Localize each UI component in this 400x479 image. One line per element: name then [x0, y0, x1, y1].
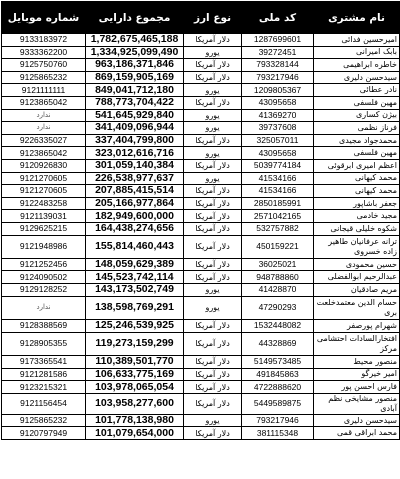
national-code-cell: 41428870 [242, 284, 314, 297]
currency-type-cell: دلار آمریکا [184, 356, 242, 369]
national-code-cell: 39272451 [242, 46, 314, 59]
total-assets-cell: 125,246,539,925 [86, 320, 184, 333]
mobile-number-cell: 9128388569 [2, 320, 86, 333]
total-assets-cell: 103,958,277,600 [86, 393, 184, 414]
customer-name-cell: مریم صادقیان [314, 284, 400, 297]
table-row [2, 368, 400, 381]
table-row [2, 34, 400, 47]
mobile-number-cell: 9123215321 [2, 381, 86, 394]
national-code-cell: 41534166 [242, 185, 314, 198]
customer-name-cell: حسام الدین معتمدخلعت بری [314, 296, 400, 319]
currency-type-cell: یورو [184, 46, 242, 59]
customer-name-cell: شهرام پورصفر [314, 320, 400, 333]
table-row [2, 185, 400, 198]
national-code-cell: 39737608 [242, 122, 314, 135]
mobile-number-cell: 9333362200 [2, 46, 86, 59]
currency-type-cell: دلار آمریکا [184, 185, 242, 198]
currency-type-cell: یورو [184, 414, 242, 427]
total-assets-cell: 106,633,775,169 [86, 368, 184, 381]
mobile-number-cell: 9121111111 [2, 84, 86, 97]
mobile-number-cell: 9173365541 [2, 356, 86, 369]
customer-name-cell: بابک امیرانی [314, 46, 400, 59]
national-code-cell: 4722888620 [242, 381, 314, 394]
national-code-cell: 793217946 [242, 71, 314, 84]
mobile-number-cell: 9121270605 [2, 172, 86, 185]
table-row [2, 393, 400, 414]
table-row [2, 222, 400, 235]
currency-type-cell: دلار آمریکا [184, 393, 242, 414]
customer-name-cell: مهین فلسفی [314, 96, 400, 109]
total-assets-cell: 101,778,138,980 [86, 414, 184, 427]
total-assets-cell: 110,389,501,770 [86, 356, 184, 369]
header-mobile-number: شماره موبایل [2, 2, 86, 34]
total-assets-cell: 541,645,929,840 [86, 109, 184, 122]
customer-name-cell: محمد کیهانی [314, 185, 400, 198]
national-code-cell: 41369270 [242, 109, 314, 122]
total-assets-cell: 145,523,742,114 [86, 271, 184, 284]
mobile-number-cell: 9128905355 [2, 332, 86, 355]
mobile-number-cell: 9124090502 [2, 271, 86, 284]
national-code-cell: 1287699601 [242, 34, 314, 47]
customer-name-cell: جعفر باشاپور [314, 197, 400, 210]
total-assets-cell: 1,782,675,465,188 [86, 34, 184, 47]
customer-name-cell: منصور محیط [314, 356, 400, 369]
national-code-cell: 381115348 [242, 427, 314, 440]
national-code-cell: 43095658 [242, 96, 314, 109]
customer-name-cell: مجید خادمی [314, 210, 400, 223]
table-row [2, 381, 400, 394]
currency-type-cell: دلار آمریکا [184, 210, 242, 223]
table-row [2, 356, 400, 369]
national-code-cell: 2571042165 [242, 210, 314, 223]
currency-type-cell: دلار آمریکا [184, 332, 242, 355]
table-row [2, 235, 400, 258]
customer-name-cell: مهین فلسفی [314, 147, 400, 160]
table-row [2, 46, 400, 59]
currency-type-cell: دلار آمریکا [184, 271, 242, 284]
total-assets-cell: 164,438,274,656 [86, 222, 184, 235]
table-row [2, 258, 400, 271]
national-code-cell: 5149573485 [242, 356, 314, 369]
header-customer-name: نام مشتری [314, 2, 400, 34]
national-code-cell: 1209805367 [242, 84, 314, 97]
currency-type-cell: دلار آمریکا [184, 222, 242, 235]
table-row [2, 134, 400, 147]
total-assets-cell: 1,334,925,099,490 [86, 46, 184, 59]
mobile-number-cell: 9123865042 [2, 147, 86, 160]
table-row [2, 147, 400, 160]
mobile-number-cell: 9125750760 [2, 59, 86, 72]
customer-name-cell: شکوه خلیلی قیجانی [314, 222, 400, 235]
table-row [2, 284, 400, 297]
currency-type-cell: یورو [184, 122, 242, 135]
customer-name-cell: خاطره ابراهیمی [314, 59, 400, 72]
table-row [2, 210, 400, 223]
total-assets-cell: 143,173,502,749 [86, 284, 184, 297]
mobile-number-cell: 9121270605 [2, 185, 86, 198]
currency-type-cell: دلار آمریکا [184, 134, 242, 147]
customer-name-cell: امیر خیرگو [314, 368, 400, 381]
national-code-cell: 948788860 [242, 271, 314, 284]
currency-type-cell: یورو [184, 284, 242, 297]
table-header-row [2, 2, 400, 34]
national-code-cell: 5449589875 [242, 393, 314, 414]
customer-assets-table [1, 1, 400, 440]
table-body [2, 34, 400, 440]
table-row [2, 71, 400, 84]
national-code-cell: 44328869 [242, 332, 314, 355]
table-row [2, 197, 400, 210]
table-row [2, 122, 400, 135]
table-row [2, 296, 400, 319]
national-code-cell: 36025021 [242, 258, 314, 271]
total-assets-cell: 101,079,654,000 [86, 427, 184, 440]
total-assets-cell: 207,885,415,514 [86, 185, 184, 198]
currency-type-cell: یورو [184, 147, 242, 160]
customer-name-cell: سیدحسن دلیری [314, 71, 400, 84]
national-code-cell: 5039774184 [242, 159, 314, 172]
currency-type-cell: دلار آمریکا [184, 368, 242, 381]
currency-type-cell: دلار آمریکا [184, 159, 242, 172]
national-code-cell: 43095658 [242, 147, 314, 160]
customer-assets-table-container [1, 1, 399, 440]
mobile-number-cell: 9120797949 [2, 427, 86, 440]
table-row [2, 84, 400, 97]
table-row [2, 59, 400, 72]
total-assets-cell: 849,041,712,180 [86, 84, 184, 97]
currency-type-cell: دلار آمریکا [184, 381, 242, 394]
total-assets-cell: 963,186,371,846 [86, 59, 184, 72]
currency-type-cell: دلار آمریکا [184, 59, 242, 72]
national-code-cell: 532757882 [242, 222, 314, 235]
total-assets-cell: 148,059,629,389 [86, 258, 184, 271]
currency-type-cell: دلار آمریکا [184, 71, 242, 84]
currency-type-cell: دلار آمریکا [184, 427, 242, 440]
table-row [2, 414, 400, 427]
total-assets-cell: 182,949,600,000 [86, 210, 184, 223]
customer-name-cell: ترانه عرفانیان طاهیر زاده خسروی [314, 235, 400, 258]
table-row [2, 159, 400, 172]
customer-name-cell: اعظم امیری ابرقوئی [314, 159, 400, 172]
mobile-number-cell: 9125865232 [2, 71, 86, 84]
national-code-cell: 2850185991 [242, 197, 314, 210]
currency-type-cell: یورو [184, 296, 242, 319]
currency-type-cell: دلار آمریکا [184, 258, 242, 271]
national-code-cell: 450159221 [242, 235, 314, 258]
total-assets-cell: 119,273,159,299 [86, 332, 184, 355]
customer-name-cell: محمد ابراقی قمی [314, 427, 400, 440]
mobile-number-cell: 9121156454 [2, 393, 86, 414]
mobile-number-cell: 9133183972 [2, 34, 86, 47]
customer-name-cell: محمدجواد مجیدی [314, 134, 400, 147]
mobile-number-cell: ندارد [2, 109, 86, 122]
customer-name-cell: افتخارالسادات احتشامی مرکز [314, 332, 400, 355]
table-row [2, 271, 400, 284]
customer-name-cell: سیدحسن دلیری [314, 414, 400, 427]
currency-type-cell: دلار آمریکا [184, 96, 242, 109]
total-assets-cell: 337,404,799,800 [86, 134, 184, 147]
national-code-cell: 793328144 [242, 59, 314, 72]
mobile-number-cell: 9121139031 [2, 210, 86, 223]
national-code-cell: 47290293 [242, 296, 314, 319]
currency-type-cell: یورو [184, 84, 242, 97]
table-row [2, 172, 400, 185]
mobile-number-cell: 9129128252 [2, 284, 86, 297]
mobile-number-cell: 9129625215 [2, 222, 86, 235]
total-assets-cell: 869,159,905,169 [86, 71, 184, 84]
customer-name-cell: محمد کیهانی [314, 172, 400, 185]
total-assets-cell: 226,538,977,637 [86, 172, 184, 185]
customer-name-cell: منصور مشایخی نظم آبادی [314, 393, 400, 414]
total-assets-cell: 301,059,140,384 [86, 159, 184, 172]
currency-type-cell: دلار آمریکا [184, 235, 242, 258]
mobile-number-cell: 9121948986 [2, 235, 86, 258]
total-assets-cell: 155,814,460,443 [86, 235, 184, 258]
mobile-number-cell: 9123865042 [2, 96, 86, 109]
mobile-number-cell: ندارد [2, 122, 86, 135]
currency-type-cell: دلار آمریکا [184, 320, 242, 333]
mobile-number-cell: 9125865232 [2, 414, 86, 427]
table-row [2, 332, 400, 355]
mobile-number-cell: 9226335027 [2, 134, 86, 147]
national-code-cell: 491845863 [242, 368, 314, 381]
national-code-cell: 1532448082 [242, 320, 314, 333]
total-assets-cell: 341,409,096,944 [86, 122, 184, 135]
total-assets-cell: 138,598,769,291 [86, 296, 184, 319]
customer-name-cell: نادر عطائی [314, 84, 400, 97]
currency-type-cell: دلار آمریکا [184, 197, 242, 210]
mobile-number-cell: 9120926830 [2, 159, 86, 172]
customer-name-cell: فارس احسن پور [314, 381, 400, 394]
header-national-code: کد ملی [242, 2, 314, 34]
currency-type-cell: یورو [184, 172, 242, 185]
currency-type-cell: دلار آمریکا [184, 34, 242, 47]
table-row [2, 427, 400, 440]
mobile-number-cell: 9121252456 [2, 258, 86, 271]
total-assets-cell: 323,012,616,716 [86, 147, 184, 160]
national-code-cell: 325057011 [242, 134, 314, 147]
national-code-cell: 793217946 [242, 414, 314, 427]
table-row [2, 320, 400, 333]
table-row [2, 96, 400, 109]
mobile-number-cell: 9122483258 [2, 197, 86, 210]
header-total-assets: مجموع دارایی [86, 2, 184, 34]
customer-name-cell: عبدالرحیم ابوالفضلی [314, 271, 400, 284]
mobile-number-cell: 9121281586 [2, 368, 86, 381]
currency-type-cell: یورو [184, 109, 242, 122]
table-row [2, 109, 400, 122]
national-code-cell: 41534166 [242, 172, 314, 185]
total-assets-cell: 103,978,065,054 [86, 381, 184, 394]
customer-name-cell: فرناز نظمی [314, 122, 400, 135]
customer-name-cell: بیژن کساری [314, 109, 400, 122]
total-assets-cell: 788,773,704,422 [86, 96, 184, 109]
total-assets-cell: 205,166,977,864 [86, 197, 184, 210]
mobile-number-cell: ندارد [2, 296, 86, 319]
customer-name-cell: امیرحسین فدائی [314, 34, 400, 47]
header-currency-type: نوع ارز [184, 2, 242, 34]
customer-name-cell: حسین محمودی [314, 258, 400, 271]
